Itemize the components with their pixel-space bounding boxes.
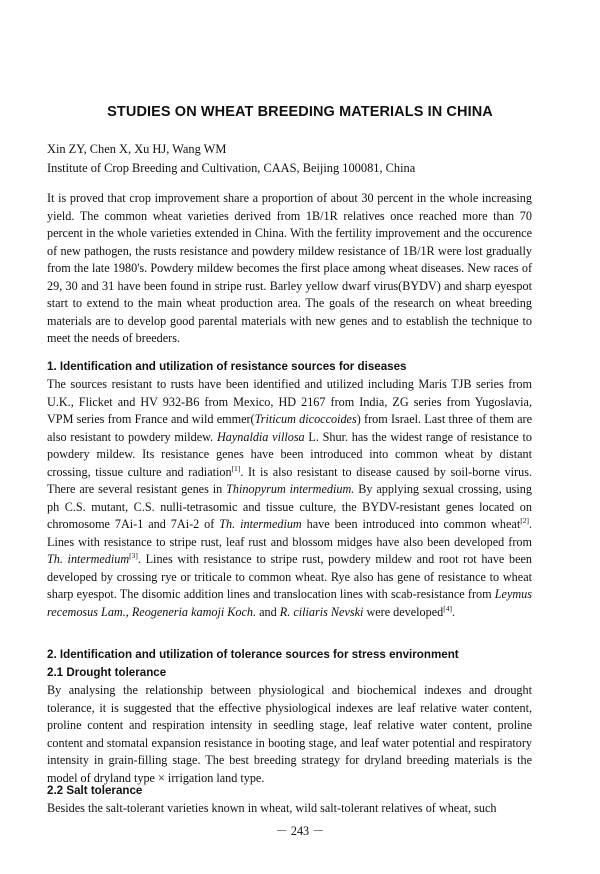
paper-title: STUDIES ON WHEAT BREEDING MATERIALS IN CHINA: [107, 104, 493, 120]
citation-4: [4]: [443, 603, 452, 613]
citation-3: [3]: [129, 551, 138, 560]
page-number: － 243 －: [275, 824, 325, 838]
subsection-2-2-paragraph: Besides the salt-tolerant varieties known in wheat, wild salt-tolerant relatives of wheat, such: [47, 801, 497, 815]
affiliation: Institute of Crop Breeding and Cultivation, CAAS, Beijing 100081, China: [47, 161, 416, 175]
subsection-2-1-paragraph: By analysing the relationship between physiological and biochemical indexes and drought tolerance, it is suggested that the effective physiological indexes are leaf relative water content, proline content and respiration intensity in seedling stage, leaf relative water content, proline content and stomatal expansion resistance in booting stage, and leaf water potential and respiratory intensity in grain-filling stage. The best breeding strategy for dryland breeding materials is the model of dryland type × irrigation land type.: [47, 683, 532, 785]
section-2-heading: 2. Identification and utilization of tolerance sources for stress environment: [47, 648, 459, 661]
citation-1: [1]: [231, 463, 241, 473]
subsection-2-2-heading: 2.2 Salt tolerance: [47, 784, 143, 797]
subsection-2-1-heading: 2.1 Drought tolerance: [47, 666, 167, 679]
section-1-paragraph: The sources resistant to rusts have been identified and utilized including Maris TJB series from U.K., Flicket and HV 932-B6 from Mexico, HD 2167 from India, ZG series from Yugoslavia, VPM series from France and wild emmer(Triticum dicoccoides) from Israel. Last three of them are also resistant to powdery mildew. Haynaldia villosa L. Shur. has the widest range of resistance to powdery mildew. Its resistance genes have been introduced into common wheat by distant crossing, tissue culture and radiation[1]. It is also resistant to disease caused by soil-borne virus. There are several resistant genes in Thinopyrum intermedium. By applying sexual crossing, using ph C.S. mutant, C.S. nulli-tetrasomic and tissue culture, the BYDV-resistant genes located on chromosome 7Ai-1 and 7Ai-2 of Th. intermedium have been introduced into common wheat[2]. Lines with resistance to stripe rust, leaf rust and blossom midges have also been developed from Th. intermedium[3]. Lines with resistance to stripe rust, powdery mildew and root rot have been developed by crossing rye or triticale to common wheat. Rye also has gene of resistance to wheat sharp eyespot. The disomic addition lines and translocation lines with scab-resistance from Leymus recemosus Lam., Reogeneria kamoji Koch. and R. ciliaris Nevski were developed[4].: [47, 377, 533, 619]
abstract-paragraph: It is proved that crop improvement share a proportion of about 30 percent in the whole increasing yield. The common wheat varieties derived from 1B/1R relatives once reached more than 70 percent in the whole varieties extended in China. With the fertility improvement and the occurence of new pathogen, the rusts resistance and powdery mildew resistance of 1B/1R were lost gradually from the late 1980's. Powdery mildew becomes the first place among wheat diseases. New races of 29, 30 and 31 have been found in stripe rust. Barley yellow dwarf virus(BYDV) and sharp eyespot start to extend to the main wheat production area. The goals of the research on wheat breeding materials are to develop good parental materials with new genes and to establish the technique to meet the needs of breeders.: [47, 191, 532, 345]
author-list: Xin ZY, Chen X, Xu HJ, Wang WM: [47, 142, 227, 156]
section-1-heading: 1. Identification and utilization of resistance sources for diseases: [47, 360, 407, 373]
citation-2: [2]: [520, 516, 529, 525]
